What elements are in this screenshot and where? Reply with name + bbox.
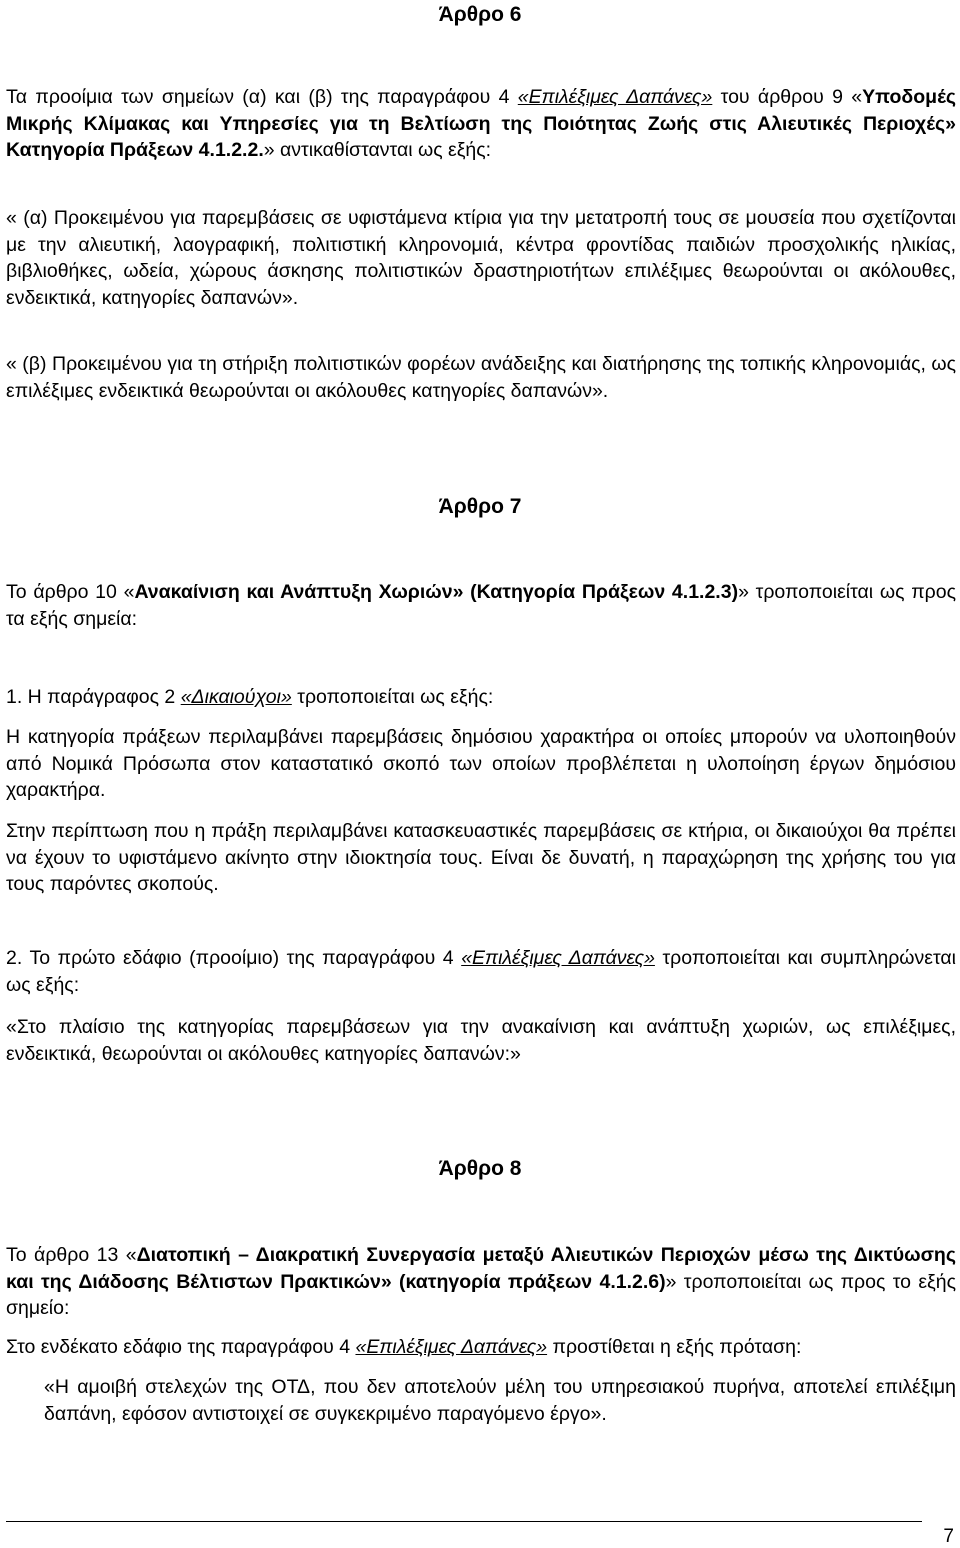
article-6-item-a: « (α) Προκειμένου για παρεμβάσεις σε υφιστάμενα κτίρια για την μετατροπή τους σε μουσεία που σχετίζονται με την αλιευτική, λαογραφική, πολιτιστική κληρονομιά, κέντρα φροντίδας παιδιών προσχολικής ηλικίας, βιβλιοθήκες, ωδεία, χώρους άσκησης πολιτιστικών δραστηριοτήτων επιλέξιμες θεωρούνται οι ακόλουθες, ενδεικτικά, κατηγορίες δαπανών». (6, 207, 956, 309)
footer-rule (6, 1521, 922, 1522)
eligible-expenses-ref: «Επιλέξιμες Δαπάνες» (461, 947, 655, 969)
article-7-heading: Άρθρο 7 (438, 495, 522, 518)
eligible-expenses-ref: «Επιλέξιμες Δαπάνες» (517, 86, 713, 108)
article-6-intro: Τα προοίμια των σημείων (α) και (β) της παραγράφου 4 «Επιλέξιμες Δαπάνες» του άρθρου 9 «Υποδομές Μικρής Κλίμακας και Υπηρεσίες για τη Βελτίωση της Ποιότητας Ζωής στις Αλιευτικές Περιοχές» Κατηγορία Πράξεων 4.1.2.2.» αντικαθίστανται ως εξής: (6, 86, 957, 161)
article-7-point-1-body-2: Στην περίπτωση που η πράξη περιλαμβάνει κατασκευαστικές παρεμβάσεις σε κτήρια, οι δικαιούχοι θα πρέπει να έχουν το υφιστάμενο ακίνητο στην ιδιοκτησία τους. Είναι δε δυνατή, η παραχώρηση της χρήσης του για τους παρόντες σκοπούς. (6, 820, 956, 895)
article-6-item-b: « (β) Προκειμένου για τη στήριξη πολιτιστικών φορέων ανάδειξης και διατήρησης της τοπικής κληρονομιάς, ως επιλέξιμες ενδεικτικά θεωρούνται οι ακόλουθες κατηγορίες δαπανών». (6, 353, 956, 402)
eligible-expenses-ref: «Επιλέξιμες Δαπάνες» (355, 1336, 548, 1358)
article-8-heading: Άρθρο 8 (438, 1157, 522, 1180)
article-7-point-1-body: Η κατηγορία πράξεων περιλαμβάνει παρεμβάσεις δημόσιου χαρακτήρα οι οποίες μπορούν να υλοποιηθούν από Νομικά Πρόσωπα στον καταστατικό σκοπό των οποίων προβλέπεται η υλοποίηση έργων δημόσιου χαρακτήρα. (6, 726, 956, 801)
page-number: 7 (943, 1526, 954, 1547)
article-7-intro: Το άρθρο 10 «Ανακαίνιση και Ανάπτυξη Χωριών» (Κατηγορία Πράξεων 4.1.2.3)» τροποποιείται ως προς τα εξής σημεία: (6, 581, 956, 630)
article-8-intro: Το άρθρο 13 «Διατοπική – Διακρατική Συνεργασία μεταξύ Αλιευτικών Περιοχών μέσω της Δικτύωσης και της Διάδοσης Βέλτιστων Πρακτικών» (κατηγορία πράξεων 4.1.2.6)» τροποποιείται ως προς το εξής σημείο: (6, 1244, 956, 1319)
beneficiaries-ref: «Δικαιούχοι» (180, 686, 292, 708)
article-6-heading: Άρθρο 6 (438, 3, 522, 26)
article-8-point: Στο ενδέκατο εδάφιο της παραγράφου 4 «Επιλέξιμες Δαπάνες» προστίθεται η εξής πρόταση: (6, 1336, 802, 1358)
article-8-quote: «Η αμοιβή στελεχών της ΟΤΔ, που δεν αποτελούν μέλη του υπηρεσιακού πυρήνα, αποτελεί επιλέξιμη δαπάνη, εφόσον αντιστοιχεί σε συγκεκριμένο παραγόμενο έργο». (44, 1376, 956, 1425)
article-7-point-2-body: «Στο πλαίσιο της κατηγορίας παρεμβάσεων για την ανακαίνιση και ανάπτυξη χωριών, ως επιλέξιμες, ενδεικτικά, θεωρούνται οι ακόλουθες κατηγορίες δαπανών:» (6, 1016, 956, 1065)
article-7-point-1: 1. Η παράγραφος 2 «Δικαιούχοι» τροποποιείται ως εξής: (6, 686, 494, 708)
article-7-point-2: 2. Το πρώτο εδάφιο (προοίμιο) της παραγράφου 4 «Επιλέξιμες Δαπάνες» τροποποιείται και συμπληρώνεται ως εξής: (6, 947, 956, 996)
